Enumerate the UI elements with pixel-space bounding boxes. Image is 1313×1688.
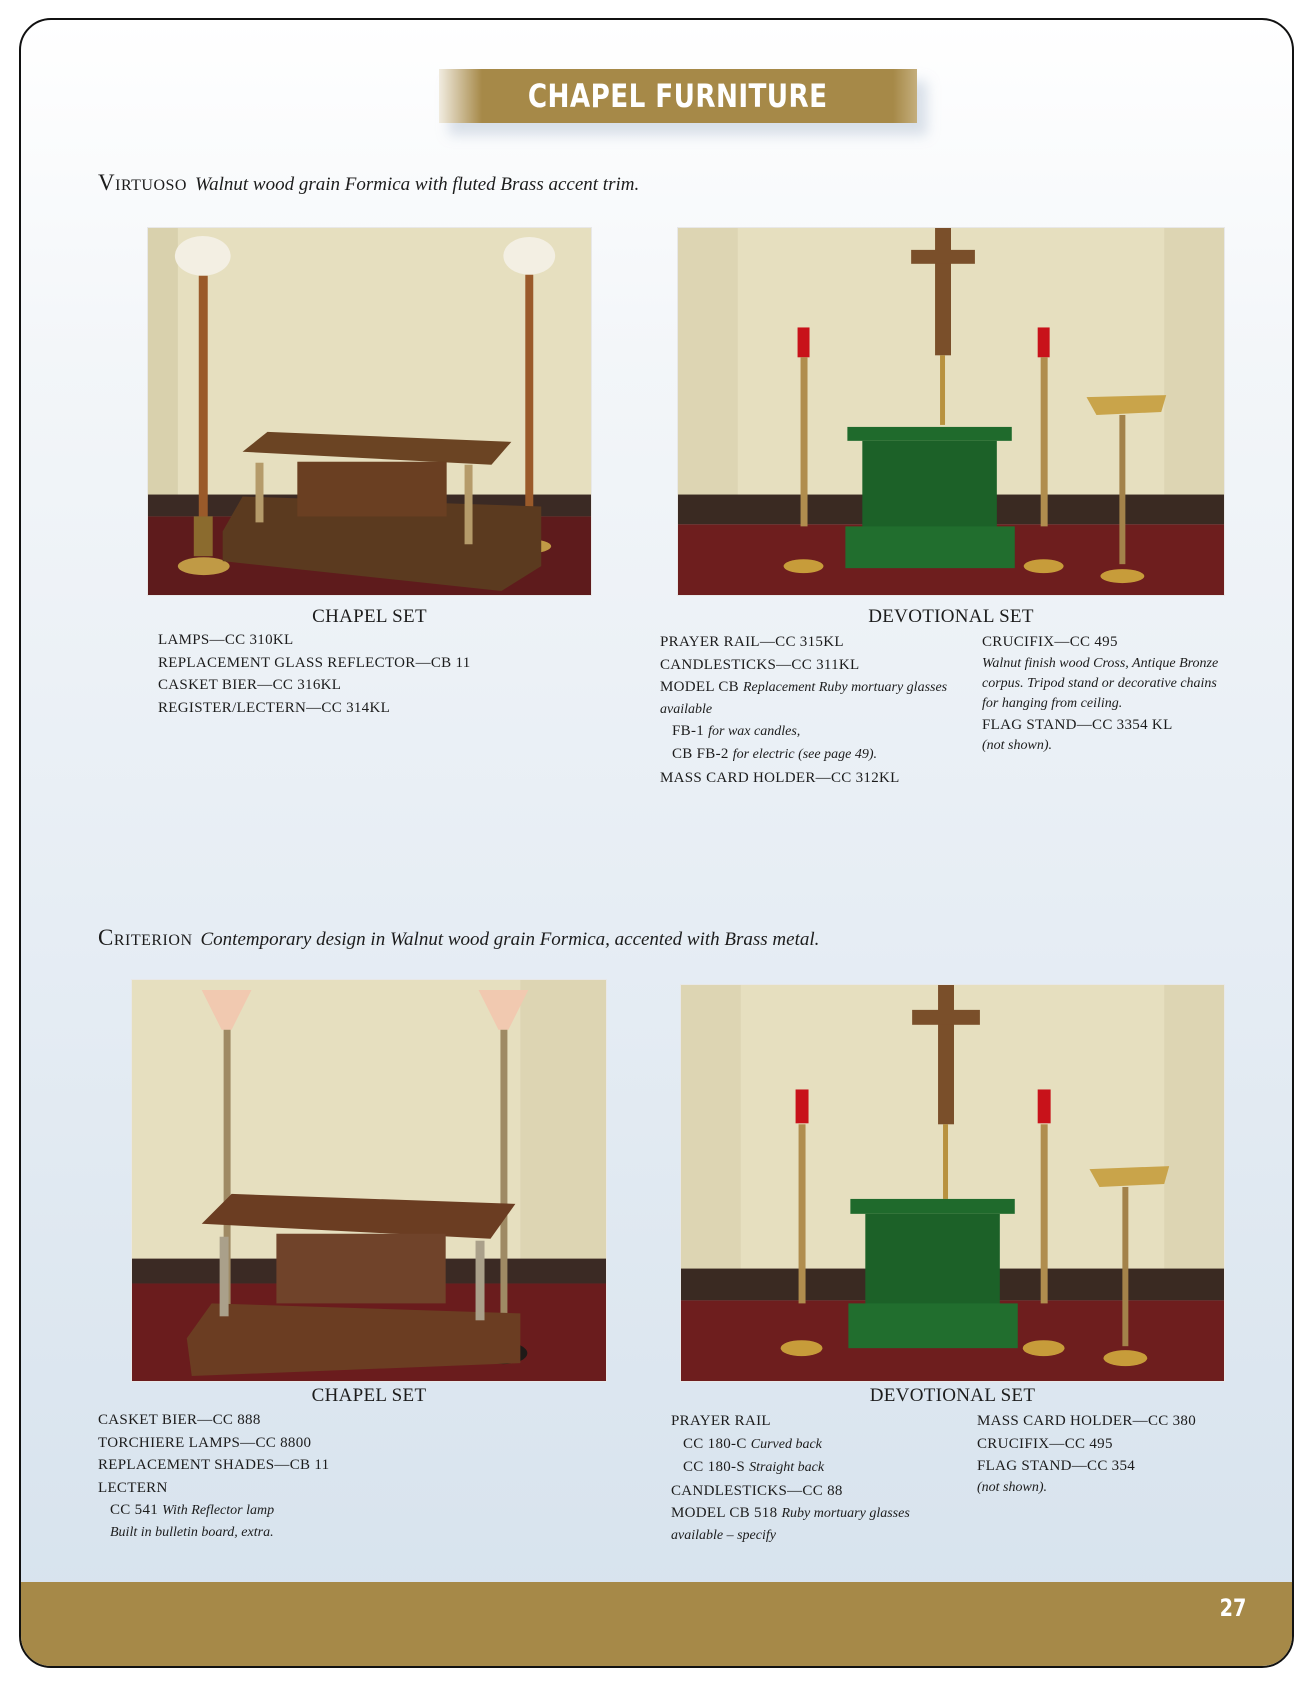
list-item: MASS CARD HOLDER—CC 312KL	[660, 769, 900, 786]
section-name: Criterion	[98, 925, 193, 950]
model-code: MODEL CB 518	[671, 1505, 778, 1521]
list-item: FLAG STAND—CC 354	[977, 1458, 1136, 1474]
photo-virtuoso-devotional-set	[677, 227, 1225, 596]
devotional-set-illustration	[681, 985, 1224, 1381]
chapel-set-illustration	[132, 980, 606, 1381]
list-item	[671, 1502, 971, 1526]
list-item	[660, 743, 960, 767]
list-item: MASS CARD HOLDER—CC 380	[977, 1413, 1197, 1429]
list-note: available	[660, 701, 713, 717]
photo-virtuoso-chapel-set	[147, 227, 592, 596]
lectern-code: CC 541	[110, 1502, 159, 1518]
list-item: CANDLESTICKS—CC 88	[671, 1482, 843, 1499]
list-criterion-devotional-right	[977, 1410, 1237, 1498]
list-note: (not shown).	[982, 738, 1052, 753]
lectern-note: With Reflector lamp	[162, 1503, 275, 1518]
list-item	[660, 676, 960, 700]
photo-criterion-chapel-set	[131, 979, 607, 1382]
fb1-note: for wax candles,	[708, 723, 801, 739]
straight-note: Straight back	[749, 1460, 825, 1475]
straight-code: CC 180-S	[683, 1459, 745, 1475]
list-item: CRUCIFIX—CC 495	[982, 634, 1118, 650]
fb2-code: CB FB-2	[672, 746, 729, 762]
list-criterion-devotional-left	[671, 1410, 971, 1546]
list-item	[671, 1456, 971, 1480]
photo-criterion-devotional-set	[680, 984, 1225, 1382]
list-note: Walnut finish wood Cross, Antique Bronze corpus. Tripod stand or decorative chains for hanging from ceiling.	[982, 655, 1219, 711]
list-item: LAMPS—CC 310KL	[158, 632, 294, 648]
model-code: MODEL CB	[660, 679, 739, 695]
list-item: PRAYER RAIL	[671, 1413, 771, 1429]
list-item: PRAYER RAIL—CC 315KL	[660, 634, 844, 650]
list-item	[660, 720, 960, 744]
list-item: CANDLESTICKS—CC 311KL	[660, 656, 860, 673]
set-title-criterion-chapel: CHAPEL SET	[311, 1385, 427, 1406]
set-title-criterion-devotional: DEVOTIONAL SET	[869, 1385, 1036, 1406]
fb1-code: FB-1	[672, 722, 705, 739]
list-item: TORCHIERE LAMPS—CC 8800	[98, 1434, 312, 1451]
page-footer	[21, 1582, 1292, 1666]
catalog-page	[19, 18, 1294, 1668]
devotional-set-illustration	[678, 228, 1224, 595]
model-note: Replacement Ruby mortuary glasses	[743, 680, 948, 695]
section-name: Virtuoso	[98, 170, 187, 195]
list-item: REGISTER/LECTERN—CC 314KL	[158, 699, 391, 716]
list-criterion-chapel	[98, 1409, 329, 1543]
set-title-virtuoso-chapel: CHAPEL SET	[312, 606, 427, 627]
section-heading-virtuoso	[98, 170, 639, 196]
list-virtuoso-devotional-left	[660, 631, 960, 789]
list-item: FLAG STAND—CC 3354 KL	[982, 716, 1173, 733]
section-description: Walnut wood grain Formica with fluted Brass accent trim.	[195, 174, 640, 195]
list-virtuoso-chapel	[158, 629, 471, 719]
list-virtuoso-devotional-right	[982, 631, 1232, 756]
list-item: REPLACEMENT SHADES—CB 11	[98, 1457, 330, 1473]
list-item: LECTERN	[98, 1479, 168, 1496]
list-item: CASKET BIER—CC 888	[98, 1412, 261, 1428]
section-heading-criterion	[98, 925, 819, 951]
curved-code: CC 180-C	[683, 1435, 747, 1452]
list-item	[98, 1499, 329, 1523]
list-item: CASKET BIER—CC 316KL	[158, 677, 342, 693]
list-item	[671, 1433, 971, 1457]
model-note: Ruby mortuary glasses	[781, 1506, 910, 1521]
fb2-note: for electric (see page 49).	[732, 747, 877, 762]
list-note: Built in bulletin board, extra.	[110, 1524, 274, 1540]
set-title-virtuoso-devotional: DEVOTIONAL SET	[868, 606, 1034, 627]
page-title: CHAPEL FURNITURE	[528, 77, 828, 115]
page-number: 27	[1219, 1594, 1246, 1622]
chapel-set-illustration	[148, 228, 591, 595]
list-note: (not shown).	[977, 1479, 1047, 1495]
list-item: REPLACEMENT GLASS REFLECTOR—CB 11	[158, 654, 471, 671]
list-item: CRUCIFIX—CC 495	[977, 1435, 1113, 1452]
page-title-banner	[439, 69, 917, 123]
section-description: Contemporary design in Walnut wood grain Formica, accented with Brass metal.	[200, 929, 820, 950]
curved-note: Curved back	[750, 1436, 822, 1452]
list-note: available – specify	[671, 1527, 776, 1543]
